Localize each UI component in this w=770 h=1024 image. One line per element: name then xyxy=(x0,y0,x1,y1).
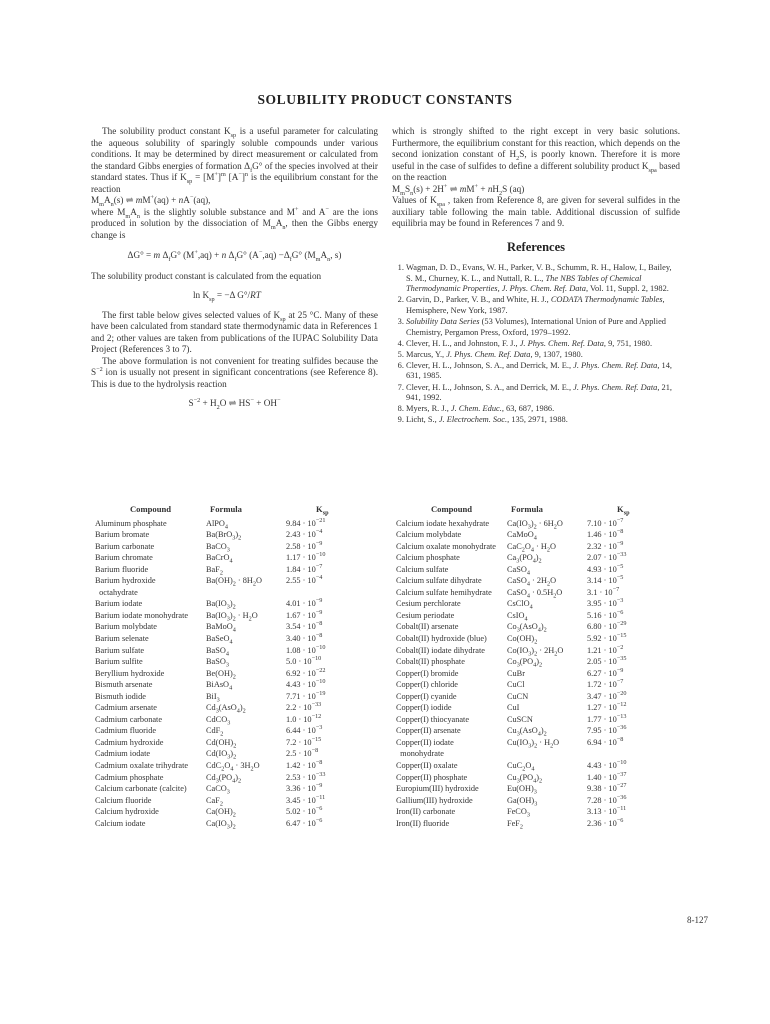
table-row xyxy=(396,760,677,772)
formula-cell: $Ca_3(PO_4)_2$ xyxy=(507,553,542,565)
ksp-cell: $7.71 \cdot 10^{-19}$ xyxy=(286,689,326,701)
compound-cell: Calcium carbonate (calcite) xyxy=(95,784,187,794)
table-row xyxy=(95,552,376,564)
compound-cell: Cadmium iodate xyxy=(95,749,151,759)
column-header-formula: Formula xyxy=(511,504,543,514)
compound-cell: Cesium periodate xyxy=(396,610,455,620)
compound-cell: Beryllium hydroxide xyxy=(95,668,165,678)
table-row xyxy=(95,760,376,772)
ksp-cell: $1.27 \cdot 10^{-12}$ xyxy=(587,701,627,713)
formula-cell: $CuC_2O_4$ xyxy=(507,761,535,773)
gibbs-equation: ΔG° = m $\Delta_fG^\circ$ (M+,aq) + n $\Delta_fG^\circ$ $(A^-,aq) -\Delta_fG^\circ$ ($M_mA_n$, s) xyxy=(127,248,342,263)
table-row xyxy=(95,748,376,760)
table-row xyxy=(95,668,376,680)
compound-cell: Copper(I) iodide xyxy=(396,703,452,713)
formula-cell: $Ca(IO_3)_2 \cdot 6H_2O$ xyxy=(507,518,563,531)
table-row xyxy=(396,518,677,530)
formula-cell: $Ba(BrO_3)_2$ xyxy=(206,530,242,542)
ksp-cell: $2.2 \cdot 10^{-33}$ xyxy=(286,701,322,713)
reference-item: 9. Licht, S., J. Electrochem. Soc., 135, 2971, 1988. xyxy=(406,415,680,426)
ksp-cell: $1.17 \cdot 10^{-10}$ xyxy=(286,551,326,563)
ksp-cell: $1.72 \cdot 10^{-7}$ xyxy=(587,678,624,690)
ksp-cell: $6.47 \cdot 10^{-6}$ xyxy=(286,817,323,828)
compound-cell: Barium molybdate xyxy=(95,622,157,632)
compound-cell: Bismuth arsenate xyxy=(95,680,153,690)
compound-cell: Cadmium hydroxide xyxy=(95,737,164,747)
table-row xyxy=(396,702,677,714)
formula-cell: FeCO$_3$ xyxy=(507,807,530,819)
column-header-compound: Compound xyxy=(129,504,172,514)
ksp-cell: $2.5 \cdot 10^{-8}$ xyxy=(286,747,319,759)
table-row xyxy=(95,772,376,784)
compound-cell: Copper(II) iodate xyxy=(396,737,454,747)
compound-cell: Barium iodate monohydrate xyxy=(95,610,189,620)
reference-item: 2. Garvin, D., Parker, V. B., and White, H. J., CODATA Thermodynamic Tables, Hemisphere, New York, 1987. xyxy=(406,295,680,316)
table-row xyxy=(396,806,677,818)
formula-cell: BaMoO$_4$ xyxy=(206,622,236,635)
ksp-cell: $7.95 \cdot 10^{-36}$ xyxy=(587,724,627,736)
compound-cell: Gallium(III) hydroxide xyxy=(396,795,473,805)
ksp-cell: $1.08 \cdot 10^{-10}$ xyxy=(286,643,326,655)
ksp-table-right xyxy=(396,504,677,829)
table-row xyxy=(396,818,677,830)
reference-item: 4. Clever, H. L., and Johnston, F. J., J. Phys. Chem. Ref. Data, 9, 751, 1980. xyxy=(406,339,680,350)
ksp-cell: $3.47 \cdot 10^{-20}$ xyxy=(587,689,627,701)
ksp-cell: $6.27 \cdot 10^{-9}$ xyxy=(587,666,624,678)
formula-cell: FeF$_2$ xyxy=(507,818,524,831)
compound-cell: Aluminum phosphate xyxy=(95,518,167,528)
formula-cell: $Cd_3(PO_4)_2$ xyxy=(206,772,242,785)
formula-cell: CaSO$_4$ · $2H_2O$ xyxy=(507,576,557,588)
formula-cell: $Co(IO_3)_2 \cdot 2H_2O$ xyxy=(507,645,564,658)
ksp-cell: $4.43 \cdot 10^{-10}$ xyxy=(587,759,627,771)
compound-cell: Calcium iodate xyxy=(95,818,146,828)
compound-cell: Calcium oxalate monohydrate xyxy=(396,541,496,551)
ksp-cell: $3.36 \cdot 10^{-9}$ xyxy=(286,782,323,794)
compound-cell: Barium iodate xyxy=(95,599,143,609)
ksp-cell: $5.92 \cdot 10^{-15}$ xyxy=(587,632,627,644)
compound-cell: Cadmium fluoride xyxy=(95,726,157,736)
sulfide-equation: $M_mS_n(s) + 2H^+$ ⇌ $mM^+ + nH_2S$ (aq) xyxy=(392,182,525,197)
intro-right-column xyxy=(392,126,680,426)
formula-cell: AlPO$_4$ xyxy=(206,518,228,531)
ksp-cell: $1.46 \cdot 10^{-8}$ xyxy=(587,528,624,540)
compound-cell: Barium hydroxide xyxy=(95,576,156,586)
intro-paragraph: Values of $K_{spa}$ , taken from Reference 8, are given for several sulfides in the auxiliary table following the main table. Additional discussion of sulfide equilibria may be found in References 7 and 9. xyxy=(392,195,681,228)
ksp-cell: $2.32 \cdot 10^{-9}$ xyxy=(587,539,624,551)
intro-paragraph: The above formulation is not convenient for treating sulfides because the $S^{-2}$ ion is usually not present in significant concentrations (see Reference 8). This is due to the hydrolysis reaction xyxy=(91,355,378,389)
table-row xyxy=(95,541,376,553)
formula-cell: $Ba(IO_3)_2 \cdot H_2O$ xyxy=(206,610,258,623)
ksp-cell: $9.38 \cdot 10^{-27}$ xyxy=(587,782,627,794)
ksp-cell: $7.28 \cdot 10^{-36}$ xyxy=(587,793,627,805)
table-row xyxy=(396,656,677,668)
column-header-compound: Compound xyxy=(430,504,473,514)
compound-cell: Cobalt(II) phosphate xyxy=(396,657,465,667)
ksp-cell: $6.92 \cdot 10^{-22}$ xyxy=(286,666,326,678)
ksp-cell: $3.95 \cdot 10^{-3}$ xyxy=(587,597,624,609)
table-row xyxy=(396,714,677,726)
formula-cell: $Ca(OH)_2$ xyxy=(206,807,236,819)
page-title: SOLUBILITY PRODUCT CONSTANTS xyxy=(257,92,513,107)
formula-cell: CaF$_2$ xyxy=(206,795,223,808)
compound-cell: Copper(II) phosphate xyxy=(396,772,468,782)
compound-cell: Iron(II) carbonate xyxy=(396,807,456,817)
compound-cell: Calcium phosphate xyxy=(396,553,460,563)
ksp-cell: $3.45 \cdot 10^{-11}$ xyxy=(286,793,326,805)
references-list xyxy=(392,263,680,426)
compound-cell: Calcium sulfate dihydrate xyxy=(396,576,482,586)
ksp-cell: $3.14 \cdot 10^{-5}$ xyxy=(587,574,624,586)
formula-cell: BaCrO$_4$ xyxy=(206,553,233,565)
formula-cell xyxy=(507,748,587,760)
compound-cell: Copper(I) chloride xyxy=(396,680,458,690)
formula-cell: $Co_3(AsO_4)_2$ xyxy=(507,622,547,635)
table-row xyxy=(95,691,376,703)
table-header xyxy=(396,504,677,516)
formula-cell: CaSO$_4$ · $0.5H_2O$ xyxy=(507,587,563,600)
table-row xyxy=(396,541,677,553)
formula-cell: $Cd_3(AsO_4)_2$ xyxy=(206,703,246,715)
formula-cell: $CaC_2O_4 \cdot H_2O$ xyxy=(507,541,556,554)
table-row xyxy=(396,621,677,633)
compound-cell: Barium fluoride xyxy=(95,564,149,574)
table-row xyxy=(95,587,376,599)
table-row xyxy=(396,691,677,703)
table-row xyxy=(396,737,677,749)
ksp-cell: $3.13 \cdot 10^{-11}$ xyxy=(587,805,627,817)
table-row xyxy=(95,702,376,714)
compound-cell: Cadmium arsenate xyxy=(95,703,157,713)
compound-cell: Europium(III) hydroxide xyxy=(396,784,479,794)
compound-cell: Cobalt(II) arsenate xyxy=(396,622,459,632)
dissociation-equation: $M_mA_n(s)$ ⇌ mM+(aq) + nA−(aq), xyxy=(91,193,211,208)
table-row xyxy=(95,737,376,749)
formula-cell: $Cu_3(AsO_4)_2$ xyxy=(507,726,547,739)
table-row xyxy=(95,598,376,610)
compound-cell: Iron(II) fluoride xyxy=(396,818,450,828)
compound-cell: Barium sulfite xyxy=(95,657,143,667)
ksp-table-left xyxy=(95,504,376,829)
table-row xyxy=(396,668,677,680)
table-row xyxy=(95,818,376,830)
formula-cell: CaSO$_4$ xyxy=(507,564,530,577)
ksp-cell: $3.40 \cdot 10^{-8}$ xyxy=(286,632,323,644)
table-row xyxy=(396,725,677,737)
table-row xyxy=(95,621,376,633)
table-row xyxy=(95,806,376,818)
formula-cell: $Cd(OH)_2$ xyxy=(206,737,237,750)
compound-cell: Calcium iodate hexahydrate xyxy=(396,518,490,528)
ksp-cell: $4.43 \cdot 10^{-10}$ xyxy=(286,678,326,690)
column-header-formula: Formula xyxy=(210,504,242,514)
formula-cell: CaMoO$_4$ xyxy=(507,530,537,542)
table-row xyxy=(396,587,677,599)
formula-cell: CuI xyxy=(507,703,520,713)
formula-cell: $Ca(IO_3)_2$ xyxy=(206,818,236,831)
formula-cell: CsIO$_4$ xyxy=(507,610,528,623)
table-row xyxy=(396,645,677,657)
table-row xyxy=(396,564,677,576)
table-row xyxy=(95,783,376,795)
compound-cell: Copper(I) cyanide xyxy=(396,691,457,701)
compound-cell: Barium selenate xyxy=(95,634,149,644)
table-row xyxy=(95,656,376,668)
table-row xyxy=(396,633,677,645)
table-row xyxy=(95,529,376,541)
formula-cell: $Be(OH)_2$ xyxy=(206,668,236,681)
intro-paragraph: which is strongly shifted to the right except in very basic solutions. Furthermore, the equilibrium constant for this reaction, which depends on the second ionization constant of $H_2S$, is poorly known. Therefore it is more useful in the case of sulfides to define a different solubility product $K_{spa}$ based on the reaction xyxy=(392,126,680,182)
ksp-cell: $1.42 \cdot 10^{-8}$ xyxy=(286,759,323,771)
table-row xyxy=(95,564,376,576)
reference-item: 3. Solubility Data Series (53 Volumes), International Union of Pure and Applied Chemistry, Pergamon Press, Oxford, 1979–1992. xyxy=(406,317,680,338)
table-row xyxy=(396,783,677,795)
table-row xyxy=(396,598,677,610)
table-row xyxy=(396,575,677,587)
reference-item: 7. Clever, H. L., Johnson, S. A., and Derrick, M. E., J. Phys. Chem. Ref. Data, 21, 941, 1992. xyxy=(406,383,680,404)
ksp-cell: $4.93 \cdot 10^{-5}$ xyxy=(587,562,624,574)
formula-cell: BiI$_3$ xyxy=(206,691,220,704)
ksp-cell: $1.77 \cdot 10^{-13}$ xyxy=(587,713,627,724)
table-row xyxy=(95,575,376,587)
compound-cell: Cadmium phosphate xyxy=(95,772,164,782)
compound-cell: Copper(II) arsenate xyxy=(396,726,461,736)
table-row xyxy=(95,679,376,691)
table-row xyxy=(396,795,677,807)
ksp-cell: $2.05 \cdot 10^{-35}$ xyxy=(587,655,627,667)
formula-cell: BaCO$_3$ xyxy=(206,541,230,554)
compound-cell: Copper(I) thiocyanate xyxy=(396,714,470,724)
compound-cell: Barium bromate xyxy=(95,530,150,540)
ksp-cell: $5.02 \cdot 10^{-6}$ xyxy=(286,805,323,817)
formula-cell: BaSeO$_4$ xyxy=(206,634,233,646)
reference-item: 8. Myers, R. J., J. Chem. Educ., 63, 687, 1986. xyxy=(406,404,680,415)
ksp-cell: $2.07 \cdot 10^{-33}$ xyxy=(587,551,627,563)
formula-cell: $Eu(OH)_3$ xyxy=(507,784,537,796)
table-row xyxy=(396,679,677,691)
ksp-cell: $5.0 \cdot 10^{-10}$ xyxy=(286,655,322,667)
table-row xyxy=(95,714,376,726)
ksp-cell: $6.44 \cdot 10^{-3}$ xyxy=(286,724,323,736)
formula-cell: BaSO$_3$ xyxy=(206,657,229,669)
formula-cell: CuSCN xyxy=(507,714,533,724)
intro-paragraph: The solubility product constant is calculated from the equation xyxy=(91,270,322,281)
table-row xyxy=(95,795,376,807)
table-row xyxy=(396,529,677,541)
formula-cell: CuCl xyxy=(507,680,525,690)
compound-cell: Calcium hydroxide xyxy=(95,807,159,817)
formula-cell: CdF$_2$ xyxy=(206,726,224,739)
ksp-cell: $7.10 \cdot 10^{-7}$ xyxy=(587,516,624,528)
reference-item: 5. Marcus, Y., J. Phys. Chem. Ref. Data, 9, 1307, 1980. xyxy=(406,350,680,361)
formula-cell: $Cu_3(PO_4)_2$ xyxy=(507,772,543,785)
formula-cell: CuBr xyxy=(507,668,525,678)
ksp-cell: $2.53 \cdot 10^{-33}$ xyxy=(286,770,326,782)
page-number: 8-127 xyxy=(687,915,708,925)
compound-cell: Cadmium carbonate xyxy=(95,714,163,724)
compound-cell: octahydrate xyxy=(95,587,138,597)
ksp-cell: $2.55 \cdot 10^{-4}$ xyxy=(286,574,323,586)
formula-cell: CdCO$_3$ xyxy=(206,714,231,727)
formula-cell: $CdC_2O_4 \cdot 3H_2O$ xyxy=(206,761,260,773)
ksp-cell: $5.16 \cdot 10^{-6}$ xyxy=(587,609,624,620)
table-row xyxy=(396,772,677,784)
ksp-cell: $2.58 \cdot 10^{-9}$ xyxy=(286,539,323,551)
compound-cell: Cobalt(II) iodate dihydrate xyxy=(396,645,485,655)
compound-cell: monohydrate xyxy=(396,749,444,759)
ksp-cell: $2.36 \cdot 10^{-6}$ xyxy=(587,817,624,828)
hydrolysis-equation: $S^{-2} + H_2O$ ⇌ HS− + OH− xyxy=(188,396,281,411)
reference-item: 6. Clever, H. L., Johnson, S. A., and Derrick, M. E., J. Phys. Chem. Ref. Data, 14, 631, 1985. xyxy=(406,361,680,382)
compound-cell: Calcium molybdate xyxy=(396,530,462,540)
compound-cell: Bismuth iodide xyxy=(95,691,146,701)
ksp-cell: $1.0 \cdot 10^{-12}$ xyxy=(286,713,322,724)
column-header-ksp: $K_{sp}$ xyxy=(316,504,329,517)
ksp-cell: $3.1 \cdot 10^{-7}$ xyxy=(587,586,620,597)
ksp-cell: $6.94 \cdot 10^{-8}$ xyxy=(587,736,624,747)
formula-cell: $Co(OH)_2$ xyxy=(507,634,538,646)
formula-cell: $Ga(OH)_3$ xyxy=(507,795,538,808)
formula-cell: CsClO$_4$ xyxy=(507,599,533,612)
table-row xyxy=(396,610,677,622)
references-heading: References xyxy=(506,239,566,254)
compound-cell: Cadmium oxalate trihydrate xyxy=(95,761,189,771)
intro-paragraph: where $M_mA_n$ is the slightly soluble substance and M+ and A− are the ions produced in solution by the dissociation of $M_mA_n$, then the Gibbs energy change is xyxy=(91,205,378,240)
compound-cell: Calcium fluoride xyxy=(95,795,152,805)
compound-cell: Copper(I) bromide xyxy=(396,668,459,678)
ksp-cell: $1.21 \cdot 10^{-2}$ xyxy=(587,643,624,655)
ksp-cell: $1.84 \cdot 10^{-7}$ xyxy=(286,562,323,574)
table-row xyxy=(95,518,376,530)
formula-cell: CuCN xyxy=(507,691,529,701)
compound-cell: Cesium perchlorate xyxy=(396,599,461,609)
ksp-cell: $3.54 \cdot 10^{-8}$ xyxy=(286,620,323,632)
table-row xyxy=(95,633,376,645)
formula-cell: BiAsO$_4$ xyxy=(206,680,233,692)
table-row xyxy=(396,552,677,564)
ksp-cell: $1.67 \cdot 10^{-9}$ xyxy=(286,609,323,620)
reference-item: 1. Wagman, D. D., Evans, W. H., Parker, V. B., Schumm, R. H., Halow, I., Bailey, S. M., Churney, K. L., and Nuttall, R. L., The NBS Tables of Chemical Thermodynamic Properties, J. Phys. Chem. Ref. Data, Vol. 11, Suppl. 2, 1982. xyxy=(406,263,680,295)
ksp-cell: $2.43 \cdot 10^{-4}$ xyxy=(286,528,323,540)
ksp-cell: $6.80 \cdot 10^{-29}$ xyxy=(587,620,627,632)
formula-cell: $Co_3(PO_4)_2$ xyxy=(507,657,543,669)
compound-cell: Barium sulfate xyxy=(95,645,145,655)
compound-cell: Calcium sulfate hemihydrate xyxy=(396,587,492,597)
formula-cell: $Ba(OH)_2 \cdot 8H_2O$ xyxy=(206,576,262,588)
table-header xyxy=(95,504,376,516)
table-row xyxy=(95,610,376,622)
ksp-cell: $4.01 \cdot 10^{-9}$ xyxy=(286,597,323,609)
compound-cell: Calcium sulfate xyxy=(396,564,449,574)
table-row xyxy=(396,748,677,760)
compound-cell: Cobalt(II) hydroxide (blue) xyxy=(396,634,487,644)
table-row xyxy=(95,645,376,657)
formula-cell: $Cd(IO_3)_2$ xyxy=(206,749,237,762)
ksp-cell: $1.40 \cdot 10^{-37}$ xyxy=(587,770,627,782)
formula-cell: BaF$_2$ xyxy=(206,564,223,577)
formula-cell: $Cu(IO_3)_2 \cdot H_2O$ xyxy=(507,737,560,750)
intro-paragraph: The first table below gives selected values of $K_{sp}$ at 25 °C. Many of these have been calculated from standard state thermodynamic data in References 1 and 2; other values are taken from publications of the IUPAC Solubility Data Project (References 3 to 7). xyxy=(91,309,378,354)
compound-cell: Barium chromate xyxy=(95,553,153,563)
formula-cell: CaCO$_3$ xyxy=(206,784,230,796)
compound-cell: Copper(II) oxalate xyxy=(396,761,458,771)
compound-cell: Barium carbonate xyxy=(95,541,155,551)
ksp-cell: $9.84 \cdot 10^{-21}$ xyxy=(286,516,326,528)
formula-cell xyxy=(206,587,286,599)
ksp-cell: $7.2 \cdot 10^{-15}$ xyxy=(286,736,322,747)
formula-cell: BaSO$_4$ xyxy=(206,645,229,658)
column-header-ksp: $K_{sp}$ xyxy=(617,504,630,517)
ksp-equation: $\ln K_{sp} = -\Delta$ G°/RT xyxy=(193,290,261,303)
intro-left-column xyxy=(91,126,378,418)
table-row xyxy=(95,725,376,737)
intro-paragraph: The solubility product constant $K_{sp}$ is a useful parameter for calculating the aqueous solubility of sparingly soluble compounds under various conditions. It may be determined by direct measurement or calculated from the standard Gibbs energies of formation $\Delta_fG^\circ$ of the species involved at their standard states. Thus if $K_{sp} = [M^+]^m$ $[A^-]^n$ is the equilibrium constant for the reaction xyxy=(91,126,378,194)
formula-cell: $Ba(IO_3)_2$ xyxy=(206,599,236,612)
